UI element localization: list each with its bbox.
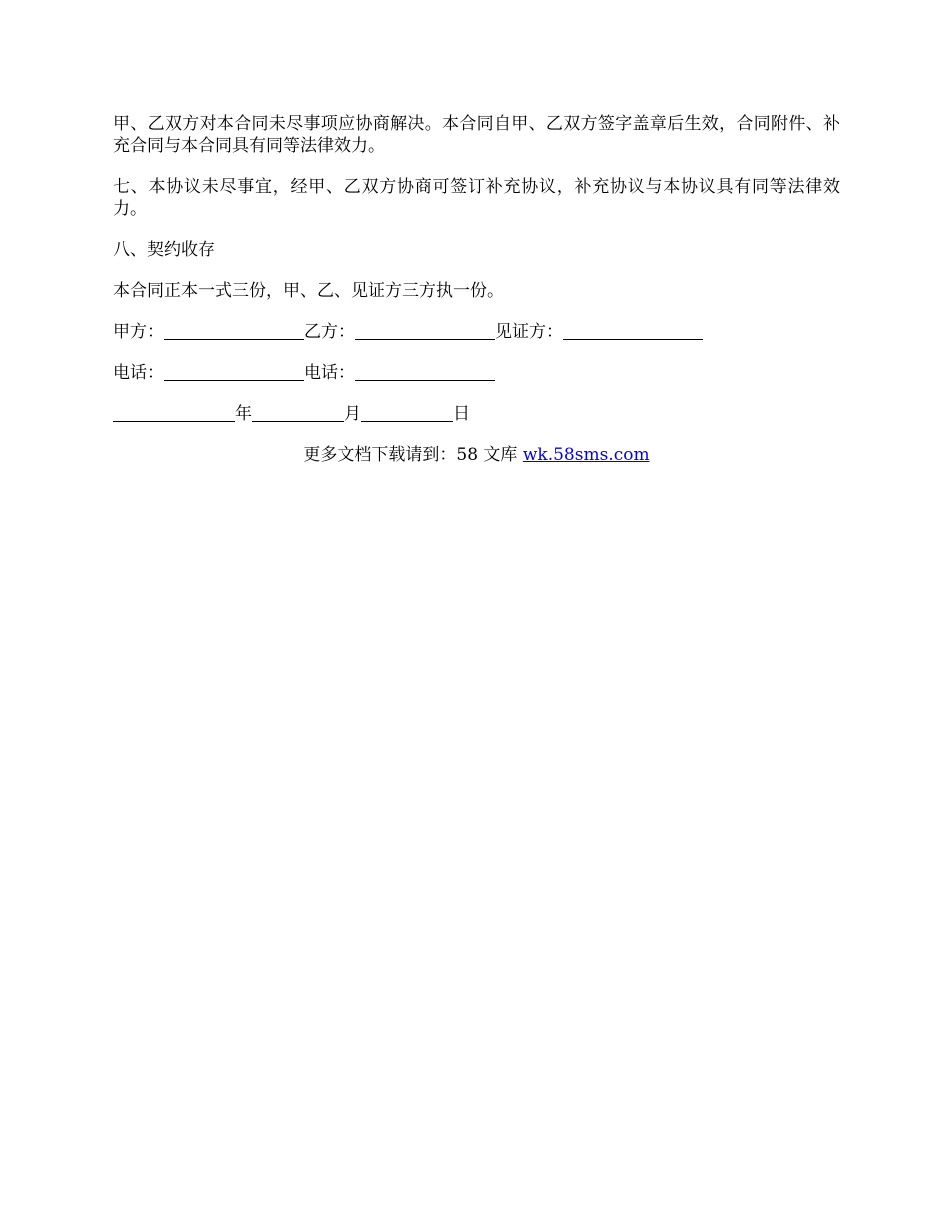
party-a-label: 甲方： [113,322,164,342]
party-b-blank[interactable] [355,322,495,340]
signature-line [113,321,840,343]
document-body [113,113,840,466]
phone-a-blank[interactable] [164,363,304,381]
day-label: 日 [453,404,470,424]
year-label: 年 [235,404,252,424]
year-blank[interactable] [113,404,235,422]
download-footer [113,444,840,466]
heading-clause-eight: 八、契约收存 [113,240,215,260]
month-blank[interactable] [252,404,344,422]
party-a-blank[interactable] [164,322,304,340]
footer-prefix: 更多文档下载请到：58 文库 [303,445,523,465]
date-line [113,403,840,425]
footer-link[interactable]: wk.58sms.com [522,445,650,465]
paragraph-copies: 本合同正本一式三份，甲、乙、见证方三方执一份。 [113,281,504,301]
party-b-label: 乙方： [304,322,355,342]
paragraph-clause-seven: 七、本协议未尽事宜，经甲、乙双方协商可签订补充协议，补充协议与本协议具有同等法律效力。 [113,177,840,219]
witness-blank[interactable] [563,322,703,340]
phone-line [113,362,840,384]
day-blank[interactable] [361,404,453,422]
month-label: 月 [344,404,361,424]
phone-b-label: 电话： [304,363,355,383]
phone-b-blank[interactable] [355,363,495,381]
witness-label: 见证方： [495,322,563,342]
phone-a-label: 电话： [113,363,164,383]
paragraph-supplementary-matters: 甲、乙双方对本合同未尽事项应协商解决。本合同自甲、乙双方签字盖章后生效，合同附件、补充合同与本合同具有同等法律效力。 [113,114,840,156]
